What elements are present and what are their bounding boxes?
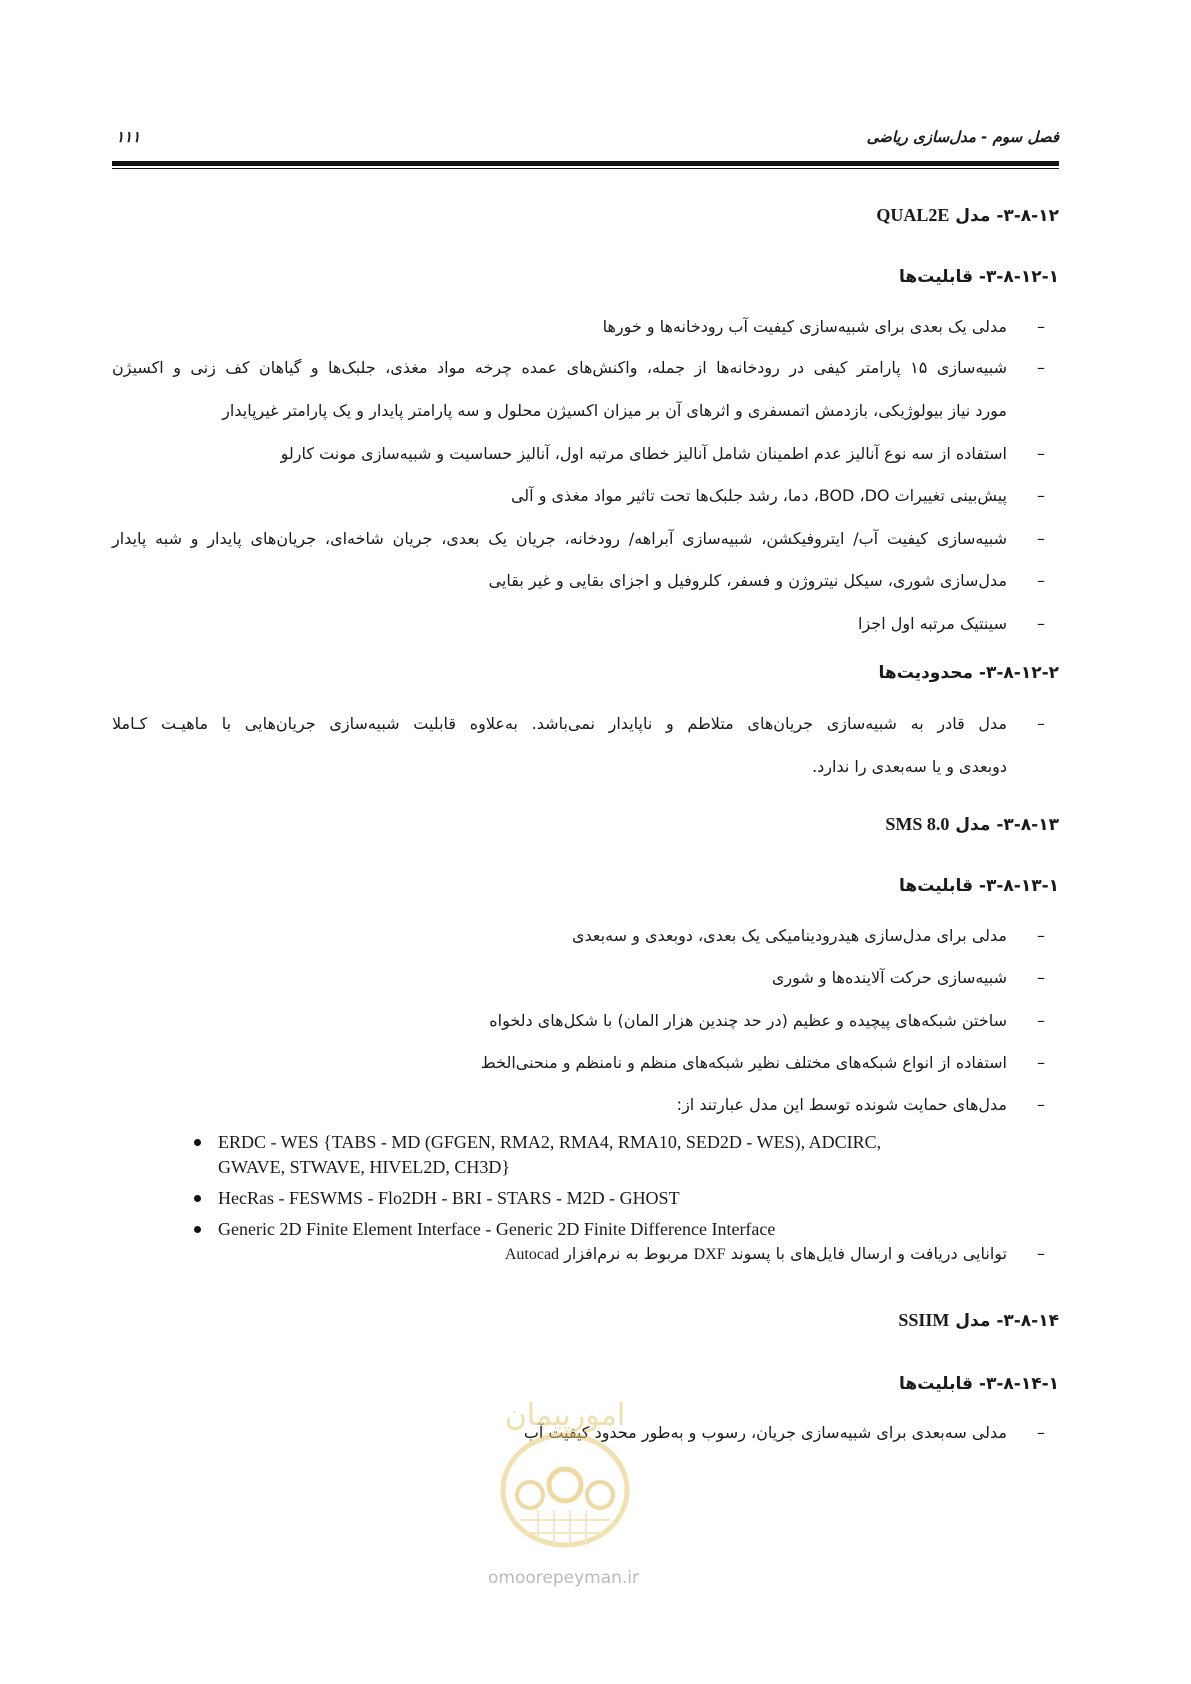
list-item-text: سینتیک مرتبه اول اجزا xyxy=(858,614,1007,633)
subsection-heading-capabilities: ۳-۸-۱۳-۱- قابلیت‌ها xyxy=(899,876,1059,896)
subsection-heading-limitations: ۳-۸-۱۲-۲- محدودیت‌ها xyxy=(878,663,1059,683)
heading-model-name: SSIIM xyxy=(898,1310,950,1330)
bullet-item: HecRas - FESWMS - Flo2DH - BRI - STARS - M2D - GHOST xyxy=(192,1186,952,1211)
list-item-text-part: مربوط به نرم‌افزار xyxy=(564,1244,689,1263)
list-item-text: پیش‌بینی تغییرات BOD ،DO، دما، رشد جلبک‌ها تحت تاثیر مواد مغذی و آلی xyxy=(510,486,1007,505)
bullet-item: ERDC - WES {TABS - MD (GFGEN, RMA2, RMA4, RMA10, SED2D - WES), ADCIRC, GWAVE, STWAVE, HIVEL2D, CH3D} xyxy=(192,1130,952,1180)
dash-marker: – xyxy=(1037,1053,1045,1072)
header-rule-thick xyxy=(112,161,1059,166)
file-extension-text: DXF xyxy=(693,1246,726,1263)
section-heading-sms xyxy=(885,814,1059,835)
dash-marker: – xyxy=(1037,358,1045,377)
list-item-text: مدل‌های حمایت شونده توسط این مدل عبارتند از: xyxy=(676,1095,1007,1114)
list-item-text: شبیه‌سازی کیفیت آب/ ایتروفیکشن، شبیه‌سازی آبراهه/ رودخانه، جریان یک بعدی، جریان شاخه‌ای، جریان‌های پایدار و شبه پایدار xyxy=(112,529,1007,548)
heading-word: مدل xyxy=(955,206,991,226)
dash-marker: – xyxy=(1037,1011,1045,1030)
dash-marker: – xyxy=(1037,317,1045,336)
heading-word: مدل xyxy=(955,1311,991,1331)
dash-marker: – xyxy=(1037,1423,1045,1442)
running-header xyxy=(112,128,1059,158)
list-item-text: شبیه‌سازی حرکت آلاینده‌ها و شوری xyxy=(771,968,1007,987)
heading-number: ۳-۸-۱۳- xyxy=(996,815,1059,835)
heading-number: ۳-۸-۱۲- xyxy=(996,206,1059,226)
dash-marker: – xyxy=(1037,968,1045,987)
dash-marker: – xyxy=(1037,714,1045,733)
list-item-text: استفاده از سه نوع آنالیز عدم اطمینان شامل آنالیز خطای مرتبه اول، آنالیز حساسیت و شبیه‌سازی مونت کارلو xyxy=(280,444,1007,463)
list-item-text: مدل قادر به شبیه‌سازی جریان‌های متلاطم و ناپایدار نمی‌باشد. به‌علاوه قابلیت شبیه‌سازی جریان‌هایی با ماهیـت کـاملا xyxy=(112,714,1007,733)
chapter-title: فصل سوم - مدل‌سازی ریاضی xyxy=(866,128,1059,146)
heading-model-name: QUAL2E xyxy=(876,205,950,225)
dash-marker: – xyxy=(1037,926,1045,945)
header-rule-thin xyxy=(112,168,1059,169)
dash-marker: – xyxy=(1037,444,1045,463)
dash-marker: – xyxy=(1037,614,1045,633)
dash-marker: – xyxy=(1037,1095,1045,1114)
list-item-text: ساختن شبکه‌های پیچیده و عظیم (در حد چندین هزار المان) با شکل‌های دلخواه xyxy=(489,1011,1007,1030)
dash-marker: – xyxy=(1037,486,1045,505)
heading-model-name: SMS 8.0 xyxy=(885,814,950,834)
software-name-text: Autocad xyxy=(504,1246,560,1263)
document-page xyxy=(112,0,1059,1684)
subsection-heading-capabilities: ۳-۸-۱۲-۱- قابلیت‌ها xyxy=(899,267,1059,287)
supported-models-list xyxy=(192,1130,952,1248)
section-heading-ssiim xyxy=(898,1310,1059,1331)
list-item-text: مدلی یک بعدی برای شبیه‌سازی کیفیت آب رودخانه‌ها و خورها xyxy=(602,317,1007,336)
page-number: ۱۱۱ xyxy=(116,128,141,146)
list-item-text: استفاده از انواع شبکه‌های مختلف نظیر شبکه‌های منظم و نامنظم و منحنی‌الخط xyxy=(480,1053,1007,1072)
list-item-text xyxy=(505,1235,1007,1274)
list-item-text: دوبعدی و یا سه‌بعدی را ندارد. xyxy=(812,757,1007,776)
subsection-heading-capabilities: ۳-۸-۱۴-۱- قابلیت‌ها xyxy=(899,1374,1059,1394)
watermark-logo-text: امورپیمان xyxy=(504,1398,626,1433)
bullet-item: Generic 2D Finite Element Interface - Generic 2D Finite Difference Interface xyxy=(192,1217,952,1242)
list-item-text-part: توانایی دریافت و ارسال فایل‌های با پسوند xyxy=(730,1244,1007,1263)
list-item-text: مدل‌سازی شوری، سیکل نیتروژن و فسفر، کلروفیل و اجزای بقایی و غیر بقایی xyxy=(488,571,1007,590)
list-item-text: مورد نیاز بیولوژیکی، بازدمش اتمسفری و اثرهای آن بر میزان اکسیژن محلول و سه پارامتر پایدار و یک پارامتر غیرپایدار xyxy=(222,401,1007,420)
list-item-text: مدلی برای مدل‌سازی هیدرودینامیکی یک بعدی، دوبعدی و سه‌بعدی xyxy=(572,926,1007,945)
dash-marker: – xyxy=(1037,571,1045,590)
list-item-text: مدلی سه‌بعدی برای شبیه‌سازی جریان، رسوب و به‌طور محدود کیفیت آب xyxy=(523,1423,1007,1442)
list-item-text: شبیه‌سازی ۱۵ پارامتر کیفی در رودخانه‌ها از جمله، واکنش‌های عمده چرخه مواد مغذی، جلبک‌ها و گیاهان کف زنی و اکسیژن xyxy=(112,358,1007,377)
heading-word: مدل xyxy=(955,815,991,835)
dash-marker: – xyxy=(1037,529,1045,548)
dash-marker: – xyxy=(1037,1244,1045,1263)
section-heading-qual2e xyxy=(876,205,1059,226)
heading-number: ۳-۸-۱۴- xyxy=(996,1311,1059,1331)
watermark-url: omoorepeyman.ir xyxy=(488,1568,640,1588)
